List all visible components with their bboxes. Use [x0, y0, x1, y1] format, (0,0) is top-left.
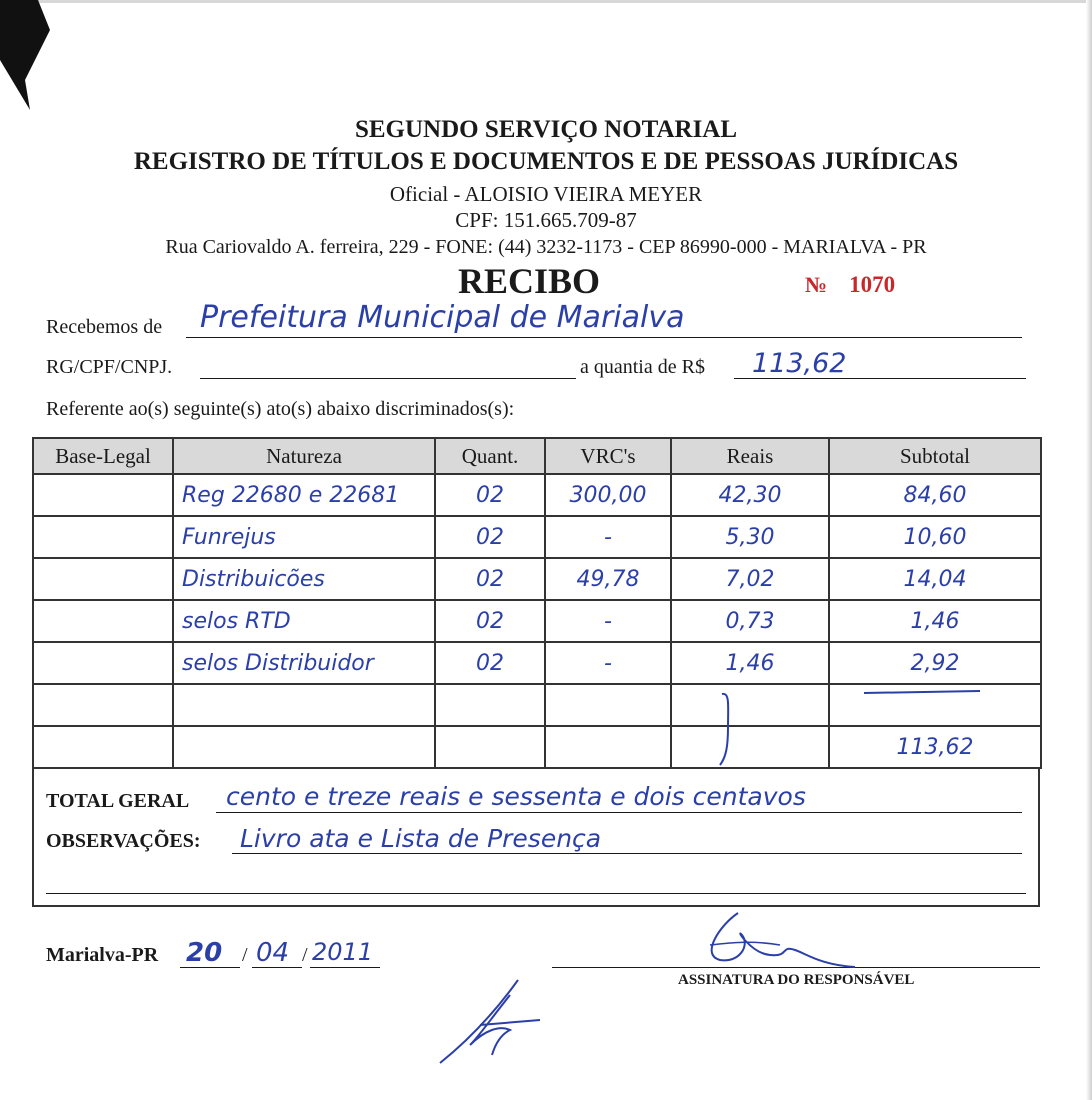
observacoes-label: OBSERVAÇÕES: [46, 830, 201, 852]
table-row [33, 558, 1041, 600]
header-vrcs: VRC's [545, 438, 671, 474]
scan-edge-top [0, 0, 1092, 3]
header-natureza: Natureza [173, 438, 435, 474]
date-day[interactable]: 20 [186, 938, 223, 968]
cell-reais[interactable]: 7,02 [671, 558, 829, 600]
date-separator-1: / [242, 944, 248, 966]
receipt-number-value: 1070 [849, 272, 896, 297]
table-header-row [33, 438, 1041, 474]
recebemos-value[interactable]: Prefeitura Municipal de Marialva [200, 300, 685, 335]
cell-quant[interactable]: 02 [435, 474, 545, 516]
sum-underline-mark [862, 687, 982, 697]
cell-reais[interactable]: 1,46 [671, 642, 829, 684]
header-cpf: CPF: 151.665.709-87 [455, 208, 637, 232]
cell-natureza[interactable] [173, 726, 435, 768]
cell-vrcs[interactable]: - [545, 516, 671, 558]
torn-corner-mark [0, 0, 60, 120]
header-line-2: REGISTRO DE TÍTULOS E DOCUMENTOS E DE PESSOAS JURÍDICAS [133, 148, 959, 175]
cell-natureza[interactable]: selos Distribuidor [173, 642, 435, 684]
cell-natureza[interactable]: Funrejus [173, 516, 435, 558]
cell-reais[interactable] [671, 726, 829, 768]
cell-vrcs[interactable]: 300,00 [545, 474, 671, 516]
document-title: RECIBO [458, 261, 601, 301]
header-address: Rua Cariovaldo A. ferreira, 229 - FONE: (44) 3232-1173 - CEP 86990-000 - MARIALVA - PR [165, 236, 927, 258]
cell-quant[interactable] [435, 684, 545, 726]
cell-base-legal[interactable] [33, 558, 173, 600]
observacoes-value[interactable]: Livro ata e Lista de Presença [240, 824, 602, 853]
table-row [33, 474, 1041, 516]
cell-reais[interactable] [671, 684, 829, 726]
cell-natureza[interactable] [173, 684, 435, 726]
header-official: Oficial - ALOISIO VIEIRA MEYER [389, 182, 703, 206]
cell-base-legal[interactable] [33, 726, 173, 768]
date-separator-2: / [302, 944, 308, 966]
place-label: Marialva-PR [46, 944, 159, 966]
observacoes-line [232, 853, 1022, 854]
cell-quant[interactable]: 02 [435, 558, 545, 600]
cell-natureza[interactable]: Distribuicões [173, 558, 435, 600]
initials-mark [430, 975, 550, 1070]
date-month[interactable]: 04 [256, 938, 290, 968]
cell-natureza[interactable]: Reg 22680 e 22681 [173, 474, 435, 516]
receipt-number [805, 272, 895, 298]
cell-natureza[interactable]: selos RTD [173, 600, 435, 642]
total-geral-value[interactable]: cento e treze reais e sessenta e dois centavos [226, 782, 806, 811]
quantia-value[interactable]: 113,62 [752, 348, 847, 379]
curly-brace-bottom-mark [712, 727, 752, 767]
table-row [33, 726, 1041, 768]
rg-cpf-label: RG/CPF/CNPJ. [46, 356, 173, 378]
cell-subtotal[interactable]: 10,60 [829, 516, 1041, 558]
signature-label: ASSINATURA DO RESPONSÁVEL [678, 972, 915, 988]
referente-label: Referente ao(s) seguinte(s) ato(s) abaixo discriminados(s): [46, 398, 515, 420]
cell-base-legal[interactable] [33, 474, 173, 516]
table-row [33, 684, 1041, 726]
cell-subtotal[interactable] [829, 684, 1041, 726]
header-quant: Quant. [435, 438, 545, 474]
cell-subtotal[interactable]: 2,92 [829, 642, 1041, 684]
rg-cpf-line[interactable] [200, 378, 576, 379]
cell-total-subtotal[interactable]: 113,62 [829, 726, 1041, 768]
recebemos-line [186, 337, 1022, 338]
cell-reais[interactable]: 0,73 [671, 600, 829, 642]
year-line [310, 967, 380, 968]
curly-brace-top-mark [712, 689, 752, 729]
date-year[interactable]: 2011 [312, 938, 374, 966]
cell-subtotal[interactable]: 14,04 [829, 558, 1041, 600]
table-row [33, 600, 1041, 642]
cell-base-legal[interactable] [33, 684, 173, 726]
cell-reais[interactable]: 5,30 [671, 516, 829, 558]
observacoes-extra-line[interactable] [46, 893, 1026, 894]
acts-table [32, 437, 1042, 769]
header-line-1: SEGUNDO SERVIÇO NOTARIAL [354, 116, 738, 143]
cell-vrcs[interactable] [545, 726, 671, 768]
cell-quant[interactable]: 02 [435, 516, 545, 558]
cell-vrcs[interactable]: - [545, 642, 671, 684]
cell-subtotal[interactable]: 1,46 [829, 600, 1041, 642]
cell-vrcs[interactable]: 49,78 [545, 558, 671, 600]
table-row [33, 516, 1041, 558]
recebemos-label: Recebemos de [46, 316, 163, 338]
total-geral-line [216, 812, 1022, 813]
cell-base-legal[interactable] [33, 516, 173, 558]
numero-symbol: № [805, 272, 828, 297]
header-base-legal: Base-Legal [33, 438, 173, 474]
cell-vrcs[interactable] [545, 684, 671, 726]
cell-quant[interactable]: 02 [435, 600, 545, 642]
cell-reais[interactable]: 42,30 [671, 474, 829, 516]
table-row [33, 642, 1041, 684]
cell-base-legal[interactable] [33, 600, 173, 642]
header-subtotal: Subtotal [829, 438, 1041, 474]
quantia-label: a quantia de R$ [580, 356, 705, 378]
cell-base-legal[interactable] [33, 642, 173, 684]
header-reais: Reais [671, 438, 829, 474]
signature-mark [680, 905, 860, 975]
total-geral-label: TOTAL GERAL [46, 790, 190, 812]
cell-quant[interactable]: 02 [435, 642, 545, 684]
cell-quant[interactable] [435, 726, 545, 768]
cell-subtotal[interactable]: 84,60 [829, 474, 1041, 516]
cell-vrcs[interactable]: - [545, 600, 671, 642]
